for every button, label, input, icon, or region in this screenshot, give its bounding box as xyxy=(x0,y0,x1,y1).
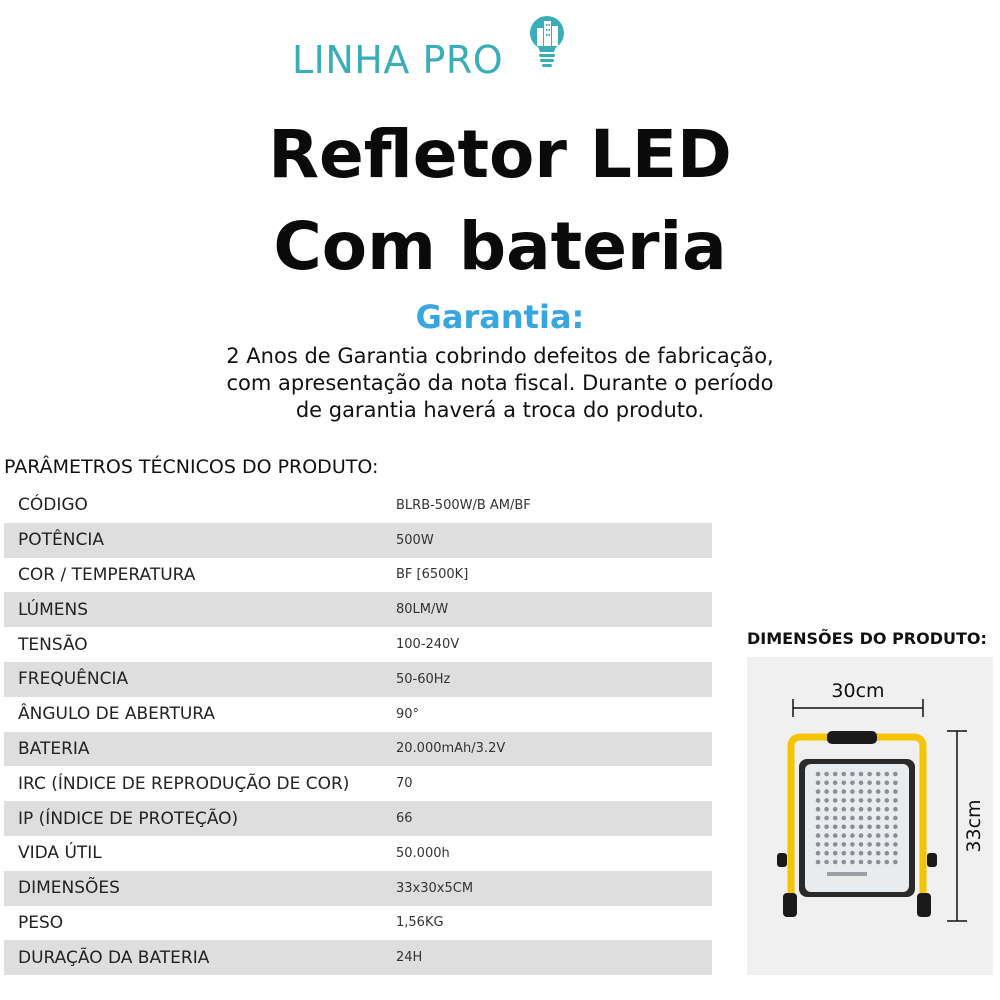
led-dot xyxy=(842,807,847,812)
param-value: 33x30x5CM xyxy=(396,880,474,896)
led-dot xyxy=(833,789,838,794)
warranty-line: de garantia haverá a troca do produto. xyxy=(295,398,705,422)
led-dot xyxy=(867,798,872,803)
dimensions-heading: DIMENSÕES DO PRODUTO: xyxy=(747,629,987,648)
led-dot xyxy=(893,842,898,847)
param-label: COR / TEMPERATURA xyxy=(18,564,196,585)
led-dot xyxy=(885,816,890,821)
led-dot xyxy=(859,833,864,838)
led-dot xyxy=(859,860,864,865)
led-dot xyxy=(893,860,898,865)
led-dot xyxy=(867,860,872,865)
led-dot xyxy=(842,833,847,838)
warranty-line: 2 Anos de Garantia cobrindo defeitos de fabricação, xyxy=(226,344,774,368)
led-dot xyxy=(850,816,855,821)
led-dot xyxy=(824,807,829,812)
led-dot xyxy=(876,825,881,830)
floodlight-drawing xyxy=(747,657,993,975)
table-row xyxy=(4,558,712,593)
led-dot xyxy=(876,851,881,856)
led-dot xyxy=(850,781,855,786)
led-dot xyxy=(859,816,864,821)
led-dot xyxy=(859,851,864,856)
led-dot xyxy=(833,842,838,847)
led-dot xyxy=(859,789,864,794)
led-dot xyxy=(833,781,838,786)
table-row xyxy=(4,488,712,523)
led-dot xyxy=(876,781,881,786)
param-value: 66 xyxy=(396,811,413,827)
led-dot xyxy=(850,860,855,865)
led-dot xyxy=(824,816,829,821)
led-dot xyxy=(833,807,838,812)
led-dot xyxy=(850,789,855,794)
parameters-heading: PARÂMETROS TÉCNICOS DO PRODUTO: xyxy=(4,456,379,478)
param-value: 80LM/W xyxy=(396,602,449,618)
warranty-line: com apresentação da nota fiscal. Durante o período xyxy=(226,371,774,395)
led-dot xyxy=(850,833,855,838)
led-dot xyxy=(833,772,838,777)
led-dot xyxy=(893,825,898,830)
led-dot xyxy=(824,860,829,865)
warranty-text xyxy=(0,343,1000,424)
led-dot xyxy=(833,816,838,821)
width-label: 30cm xyxy=(831,680,885,702)
led-dot xyxy=(859,825,864,830)
title-line-2: Com bateria xyxy=(273,208,727,285)
led-dot xyxy=(850,851,855,856)
table-row xyxy=(4,732,712,767)
led-dot xyxy=(867,825,872,830)
led-dot xyxy=(893,798,898,803)
table-row xyxy=(4,940,712,975)
led-dot xyxy=(893,781,898,786)
brand xyxy=(292,38,503,82)
led-dot xyxy=(842,851,847,856)
led-dot xyxy=(850,798,855,803)
led-dot xyxy=(859,772,864,777)
param-label: DIMENSÕES xyxy=(18,878,120,899)
led-dot xyxy=(816,798,821,803)
led-dot xyxy=(824,825,829,830)
led-dot xyxy=(867,842,872,847)
led-dot xyxy=(859,807,864,812)
led-dot xyxy=(833,798,838,803)
led-dot xyxy=(816,851,821,856)
param-label: DURAÇÃO DA BATERIA xyxy=(18,947,210,968)
led-dot xyxy=(867,851,872,856)
led-dot xyxy=(867,816,872,821)
table-row xyxy=(4,801,712,836)
led-dot xyxy=(876,842,881,847)
led-dot xyxy=(885,772,890,777)
param-label: VIDA ÚTIL xyxy=(18,843,102,864)
param-label: LÚMENS xyxy=(18,599,88,620)
led-dot xyxy=(867,772,872,777)
product-dimensions-image xyxy=(747,657,993,975)
led-dot xyxy=(816,833,821,838)
led-dot xyxy=(842,860,847,865)
warranty-heading: Garantia: xyxy=(415,298,585,336)
led-dot xyxy=(893,772,898,777)
table-row xyxy=(4,662,712,697)
table-row xyxy=(4,906,712,941)
param-label: POTÊNCIA xyxy=(18,530,104,551)
led-dot xyxy=(842,816,847,821)
led-dot xyxy=(876,807,881,812)
table-row xyxy=(4,697,712,732)
param-label: PESO xyxy=(18,912,64,933)
led-dot xyxy=(816,772,821,777)
led-dot xyxy=(876,860,881,865)
led-dot xyxy=(824,781,829,786)
led-dot xyxy=(824,772,829,777)
table-row xyxy=(4,836,712,871)
led-dot xyxy=(876,816,881,821)
param-value: BLRB-500W/B AM/BF xyxy=(396,497,531,513)
led-dot xyxy=(859,798,864,803)
led-dot xyxy=(842,798,847,803)
led-dot xyxy=(816,807,821,812)
param-label: BATERIA xyxy=(18,738,90,759)
led-dot xyxy=(893,807,898,812)
param-label: CÓDIGO xyxy=(18,495,88,516)
param-label: FREQUÊNCIA xyxy=(18,669,129,690)
table-row xyxy=(4,592,712,627)
led-dot xyxy=(893,833,898,838)
led-dot xyxy=(816,789,821,794)
led-dot xyxy=(842,825,847,830)
lightbulb-buildings-icon xyxy=(527,14,567,78)
led-dot xyxy=(850,807,855,812)
param-value: 1,56KG xyxy=(396,915,444,931)
led-dot xyxy=(816,781,821,786)
led-dot xyxy=(885,789,890,794)
led-dot xyxy=(850,772,855,777)
param-value: 70 xyxy=(396,776,413,792)
led-dot xyxy=(842,781,847,786)
led-dot xyxy=(833,833,838,838)
led-dot xyxy=(816,860,821,865)
param-label: IP (ÍNDICE DE PROTEÇÃO) xyxy=(18,808,239,829)
led-dot xyxy=(816,825,821,830)
table-row xyxy=(4,627,712,662)
led-dot xyxy=(867,789,872,794)
param-value: 100-240V xyxy=(396,637,460,653)
led-dot xyxy=(850,825,855,830)
param-value: 20.000mAh/3.2V xyxy=(396,741,506,757)
param-value: 50-60Hz xyxy=(396,671,451,687)
led-dot xyxy=(867,781,872,786)
led-dot xyxy=(824,789,829,794)
led-dot xyxy=(885,798,890,803)
led-dot xyxy=(885,781,890,786)
led-dot xyxy=(824,842,829,847)
led-dot xyxy=(893,851,898,856)
param-value: 90° xyxy=(396,706,420,722)
led-dot xyxy=(885,833,890,838)
param-label: ÂNGULO DE ABERTURA xyxy=(18,704,216,725)
led-dot xyxy=(885,807,890,812)
led-dot xyxy=(876,772,881,777)
brand-name: LINHA PRO xyxy=(292,38,504,82)
led-dot xyxy=(867,807,872,812)
table-row xyxy=(4,766,712,801)
parameters-table xyxy=(4,488,712,975)
led-dot xyxy=(859,842,864,847)
param-value: BF [6500K] xyxy=(396,567,469,583)
led-dot xyxy=(876,798,881,803)
led-dot xyxy=(824,851,829,856)
led-dot xyxy=(833,825,838,830)
led-dot xyxy=(885,851,890,856)
led-dot xyxy=(842,772,847,777)
title-line-1: Refletor LED xyxy=(268,116,732,193)
table-row xyxy=(4,523,712,558)
led-dot xyxy=(885,825,890,830)
param-label: IRC (ÍNDICE DE REPRODUÇÃO DE COR) xyxy=(18,773,350,794)
led-dot xyxy=(842,789,847,794)
led-dot xyxy=(842,842,847,847)
led-dot xyxy=(850,842,855,847)
param-label: TENSÃO xyxy=(18,634,88,655)
led-dot xyxy=(876,789,881,794)
led-dot xyxy=(885,860,890,865)
height-label: 33cm xyxy=(963,799,985,853)
table-row xyxy=(4,871,712,906)
param-value: 500W xyxy=(396,532,434,548)
led-dot xyxy=(816,816,821,821)
led-dot xyxy=(867,833,872,838)
led-dot xyxy=(833,851,838,856)
param-value: 24H xyxy=(396,950,423,966)
led-dot xyxy=(824,833,829,838)
led-dot xyxy=(824,798,829,803)
led-dot xyxy=(816,842,821,847)
led-dot xyxy=(893,816,898,821)
led-dot xyxy=(876,833,881,838)
param-value: 50.000h xyxy=(396,845,450,861)
led-dot xyxy=(859,781,864,786)
led-dot xyxy=(885,842,890,847)
led-dot xyxy=(833,860,838,865)
led-dot xyxy=(893,789,898,794)
